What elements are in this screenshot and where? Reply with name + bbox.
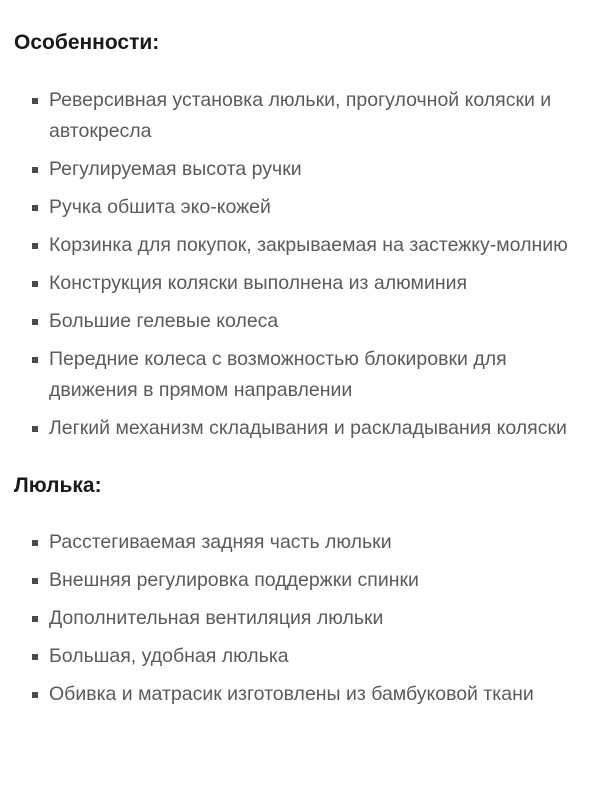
list-item xyxy=(0,192,600,223)
section-title-bassinet: Люлька: xyxy=(14,474,102,497)
list-item xyxy=(0,306,600,337)
bassinet-list xyxy=(0,527,600,710)
bullet-icon xyxy=(32,616,38,622)
list-item-text: Передние колеса с возможностью блокировки для движения в прямом направлении xyxy=(49,348,507,401)
section-title-features: Особенности: xyxy=(14,31,160,54)
bullet-icon xyxy=(32,205,38,211)
bullet-icon xyxy=(32,357,38,363)
list-item xyxy=(0,527,600,558)
bullet-icon xyxy=(32,98,38,104)
list-item xyxy=(0,154,600,185)
list-item-text: Большая, удобная люлька xyxy=(49,645,289,667)
list-item xyxy=(0,603,600,634)
bullet-icon xyxy=(32,281,38,287)
bullet-icon xyxy=(32,319,38,325)
bullet-icon xyxy=(32,426,38,432)
list-item xyxy=(0,565,600,596)
list-item-text: Дополнительная вентиляция люльки xyxy=(49,607,384,629)
bullet-icon xyxy=(32,167,38,173)
list-item-text: Корзинка для покупок, закрываемая на застежку-молнию xyxy=(49,234,568,256)
list-item-text: Конструкция коляски выполнена из алюминия xyxy=(49,272,468,294)
list-item xyxy=(0,344,600,406)
list-item-text: Легкий механизм складывания и раскладывания коляски xyxy=(49,417,567,439)
bullet-icon xyxy=(32,540,38,546)
bullet-icon xyxy=(32,243,38,249)
list-item-text: Регулируемая высота ручки xyxy=(49,158,302,180)
list-item-text: Внешняя регулировка поддержки спинки xyxy=(49,569,419,591)
list-item-text: Ручка обшита эко-кожей xyxy=(49,196,271,218)
list-item-text: Большие гелевые колеса xyxy=(49,310,279,332)
bullet-icon xyxy=(32,578,38,584)
list-item xyxy=(0,679,600,710)
list-item xyxy=(0,85,600,147)
bullet-icon xyxy=(32,692,38,698)
list-item xyxy=(0,413,600,444)
bullet-icon xyxy=(32,654,38,660)
list-item-text: Реверсивная установка люльки, прогулочной коляски и автокресла xyxy=(49,89,552,142)
list-item xyxy=(0,641,600,672)
list-item-text: Расстегиваемая задняя часть люльки xyxy=(49,531,392,553)
features-list xyxy=(0,85,600,444)
list-item-text: Обивка и матрасик изготовлены из бамбуковой ткани xyxy=(49,683,534,705)
list-item xyxy=(0,268,600,299)
list-item xyxy=(0,230,600,261)
